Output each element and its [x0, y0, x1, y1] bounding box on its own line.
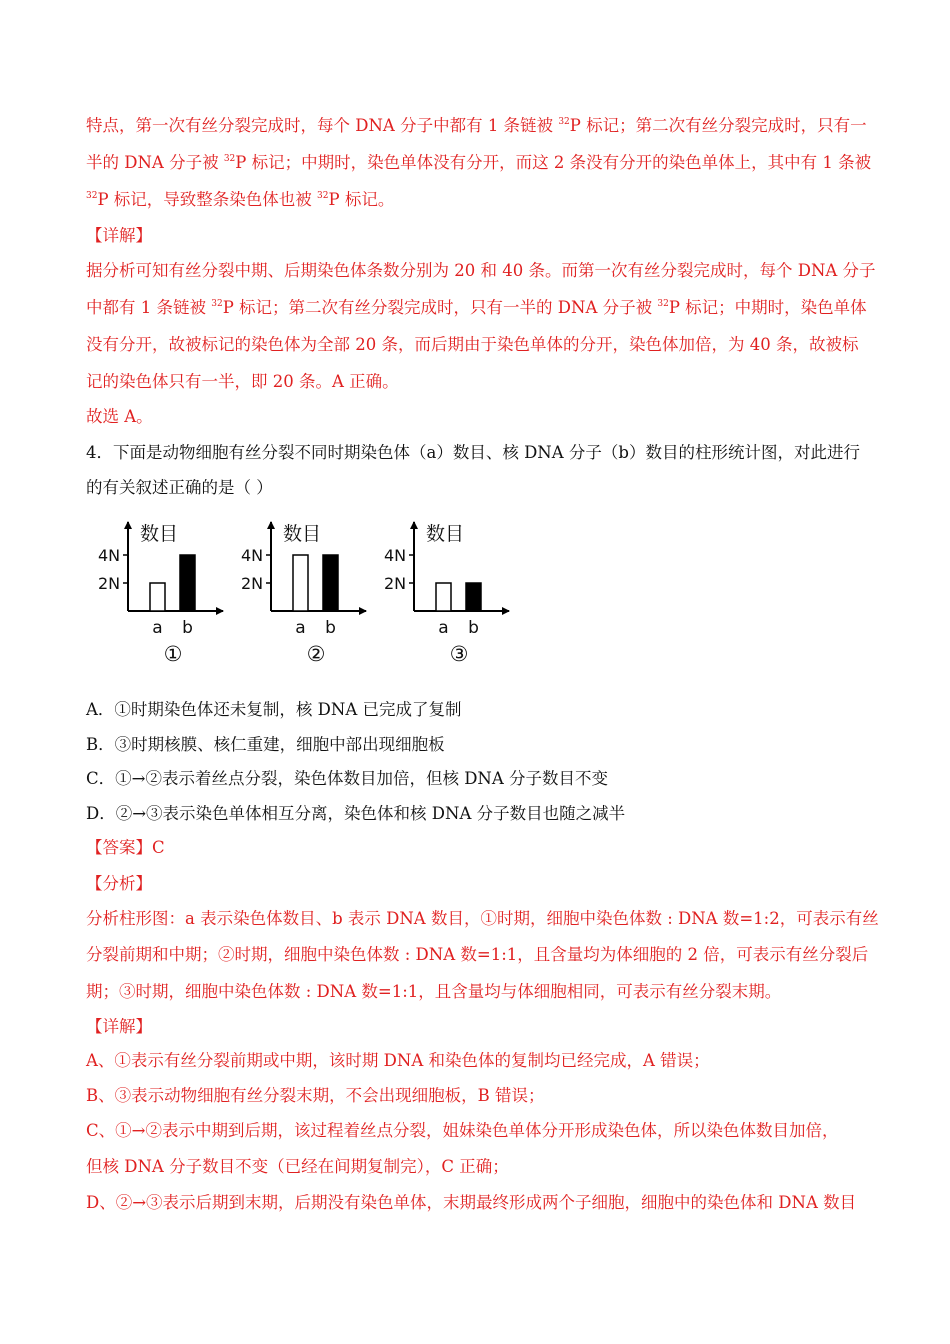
option-a: A．①时期染色体还未复制，核 DNA 已完成了复制 — [86, 700, 462, 719]
bar-1-a — [150, 583, 165, 611]
y-axis-arrow-2 — [267, 521, 275, 529]
prev-choice: 故选 A。 — [86, 407, 153, 426]
question-line-1: 4．下面是动物细胞有丝分裂不同时期染色体（a）数目、核 DNA 分子（b）数目的柱形统计图，对此进行 — [86, 443, 860, 462]
prev-analysis-line-3: $^{32}$P 标记，导致整条染色体也被 $^{32}$P 标记。 — [86, 190, 395, 209]
panel-label-3: ③ — [449, 642, 469, 666]
bar-3-a — [436, 583, 451, 611]
bar-3-b — [466, 583, 481, 611]
y-axis-arrow-1 — [124, 521, 132, 529]
detail-c-line-2: 但核 DNA 分子数目不变（已经在间期复制完），C 正确； — [86, 1157, 509, 1176]
category-label-1-b: b — [182, 618, 193, 638]
prev-detail-line-4: 记的染色体只有一半，即 20 条。A 正确。 — [86, 372, 399, 391]
detail-b: B、③表示动物细胞有丝分裂末期，不会出现细胞板，B 错误； — [86, 1086, 545, 1105]
bar-2-a — [293, 555, 308, 611]
option-d: D．②→③表示染色单体相互分离，染色体和核 DNA 分子数目也随之减半 — [86, 804, 626, 823]
bar-1-b — [180, 555, 195, 611]
category-label-3-b: b — [468, 618, 479, 638]
panel-label-2: ② — [306, 642, 326, 666]
y-axis-label-1: 数目 — [140, 523, 179, 545]
prev-analysis-line-2: 半的 DNA 分子被 $^{32}$P 标记；中期时，染色单体没有分开，而这 2 条没有分开的染色单体上，其中有 1 条被 — [86, 153, 872, 172]
question-line-2: 的有关叙述正确的是（ ） — [86, 478, 273, 497]
prev-detail-header: 【详解】 — [86, 226, 152, 245]
detail-c-line-1: C、①→②表示中期到后期，该过程着丝点分裂，姐妹染色单体分开形成染色体，所以染色体数目加倍， — [86, 1121, 839, 1140]
detail-a: A、①表示有丝分裂前期或中期，该时期 DNA 和染色体的复制均已经完成，A 错误； — [86, 1051, 710, 1070]
category-label-2-b: b — [325, 618, 336, 638]
category-label-3-a: a — [438, 618, 449, 638]
prev-detail-line-2: 中都有 1 条链被 $^{32}$P 标记；第二次有丝分裂完成时，只有一半的 DNA 分子被 $^{32}$P 标记；中期时，染色单体 — [86, 298, 867, 317]
y-tick-label-2-2: 4N — [241, 546, 264, 565]
y-tick-label-1-2: 4N — [98, 546, 121, 565]
prev-detail-line-3: 没有分开，故被标记的染色体为全部 20 条，而后期由于染色单体的分开，染色体加倍，为 40 条，故被标 — [86, 335, 859, 354]
bar-2-b — [323, 555, 338, 611]
category-label-1-a: a — [152, 618, 163, 638]
prev-detail-line-1: 据分析可知有丝分裂中期、后期染色体条数分别为 20 和 40 条。而第一次有丝分裂完成时，每个 DNA 分子 — [86, 261, 876, 280]
panel-label-1: ① — [163, 642, 183, 666]
x-axis-arrow-1 — [216, 607, 224, 615]
prev-analysis-line-1: 特点，第一次有丝分裂完成时，每个 DNA 分子中都有 1 条链被 $^{32}$P 标记；第二次有丝分裂完成时，只有一 — [86, 116, 867, 135]
y-axis-arrow-3 — [410, 521, 418, 529]
detail-d: D、②→③表示后期到末期，后期没有染色单体，末期最终形成两个子细胞，细胞中的染色体和 DNA 数目 — [86, 1193, 857, 1212]
analysis-line-3: 期；③时期，细胞中染色体数 : DNA 数=1:1，且含量均与体细胞相同，可表示有丝分裂末期。 — [86, 982, 782, 1001]
y-axis-label-2: 数目 — [283, 523, 322, 545]
x-axis-arrow-3 — [502, 607, 510, 615]
y-tick-label-2-1: 2N — [241, 574, 264, 593]
analysis-line-2: 分裂前期和中期；②时期，细胞中染色体数 : DNA 数=1:1，且含量均为体细胞的 2 倍，可表示有丝分裂后 — [86, 945, 869, 964]
y-tick-label-3-2: 4N — [384, 546, 407, 565]
x-axis-arrow-2 — [359, 607, 367, 615]
option-b: B．③时期核膜、核仁重建，细胞中部出现细胞板 — [86, 735, 445, 754]
category-label-2-a: a — [295, 618, 306, 638]
bar-chart-figure — [95, 510, 535, 670]
detail-header: 【详解】 — [86, 1017, 152, 1036]
y-axis-label-3: 数目 — [426, 523, 465, 545]
y-tick-label-3-1: 2N — [384, 574, 407, 593]
answer-line: 【答案】C — [86, 838, 165, 857]
analysis-line-1: 分析柱形图：a 表示染色体数目、b 表示 DNA 数目，①时期，细胞中染色体数 : DNA 数=1:2，可表示有丝 — [86, 909, 879, 928]
option-c: C．①→②表示着丝点分裂，染色体数目加倍，但核 DNA 分子数目不变 — [86, 769, 609, 788]
y-tick-label-1-1: 2N — [98, 574, 121, 593]
analysis-header: 【分析】 — [86, 874, 152, 893]
